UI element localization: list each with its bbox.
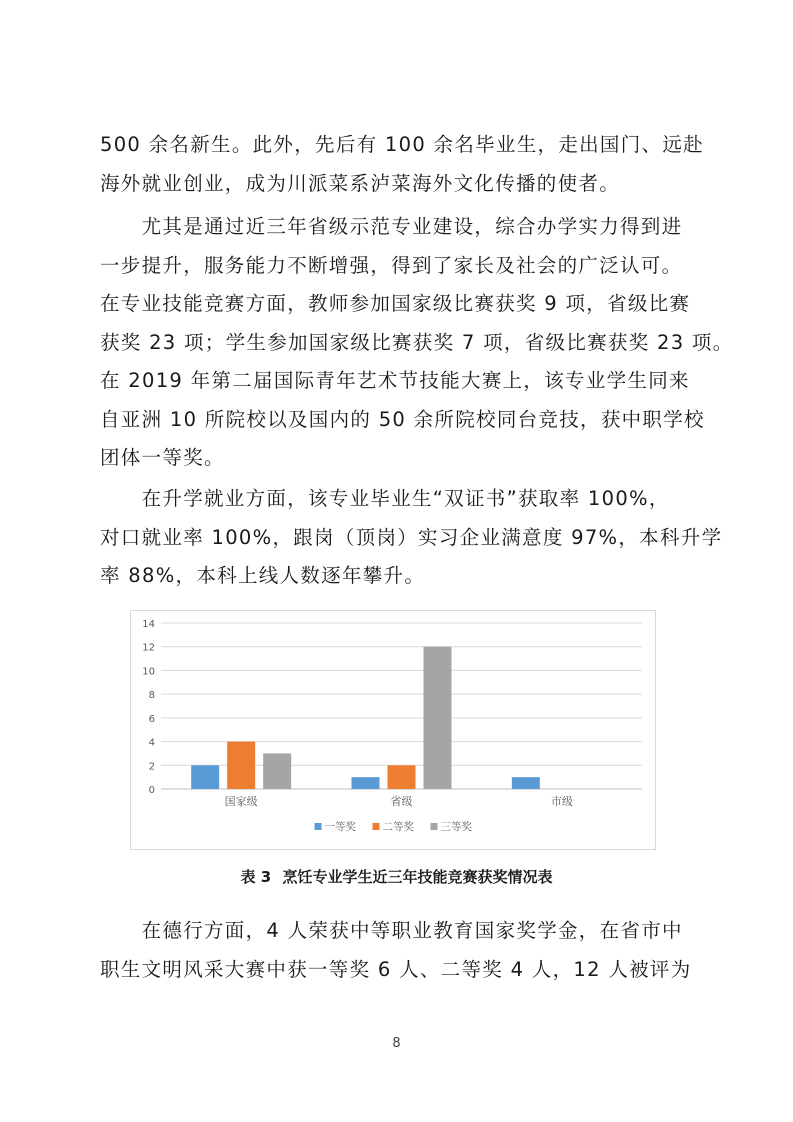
bar [352,777,380,789]
bar [191,765,219,789]
caption-label: 表 3 [240,868,272,886]
paragraph-4 [100,912,690,989]
caption-text: 烹饪专业学生近三年技能竞赛获奖情况表 [282,868,553,886]
legend-label: 三等奖 [440,821,472,833]
page-number: 8 [392,1036,401,1051]
text-line: 团体一等奖。 [100,446,225,469]
text-line: 在专业技能竞赛方面，教师参加国家级比赛获奖 9 项，省级比赛 [100,292,691,315]
text-line: 海外就业创业，成为川派菜系泸菜海外文化传播的使者。 [100,171,621,195]
y-tick-label: 0 [148,785,155,796]
x-tick-label: 市级 [550,795,573,808]
bar [424,647,452,789]
legend-swatch [431,823,438,830]
text-line: 对口就业率 100%，跟岗（顶岗）实习企业满意度 97%，本科升学 [100,525,723,549]
text-line: 尤其是通过近三年省级示范专业建设，综合办学实力得到进 [100,215,683,238]
y-tick-label: 12 [142,642,155,654]
legend-swatch [373,823,380,830]
text-line: 一步提升，服务能力不断增强，得到了家长及社会的广泛认可。 [100,253,683,277]
legend-swatch [315,823,322,830]
paragraph-1 [100,126,704,203]
text-line: 获奖 23 项；学生参加国家级比赛获奖 7 项，省级比赛获奖 23 项。 [100,330,734,354]
text-line: 率 88%，本科上线人数逐年攀升。 [100,564,426,587]
text-line: 在德行方面，4 人荣获中等职业教育国家奖学金，在省市中 [100,919,683,942]
legend-label: 二等奖 [382,821,414,833]
chart-svg [131,611,655,849]
bar [263,753,291,789]
text-line: 500 余名新生。此外，先后有 100 余名毕业生，走出国门、远赴 [100,133,704,156]
paragraph-2 [100,208,734,478]
award-bar-chart [130,610,656,850]
y-tick-label: 2 [148,761,155,773]
text-line: 职生文明风采大赛中获一等奖 6 人、二等奖 4 人，12 人被评为 [100,957,692,981]
y-tick-label: 4 [148,737,155,749]
bar [512,777,540,789]
text-line: 在 2019 年第二届国际青年艺术节技能大赛上，该专业学生同来 [100,369,690,392]
paragraph-3 [100,480,723,596]
bar [388,765,416,789]
text-line: 自亚洲 10 所院校以及国内的 50 余所院校同台竞技，获中职学校 [100,407,705,431]
x-tick-label: 国家级 [224,795,258,808]
x-tick-label: 省级 [390,795,413,808]
y-tick-label: 10 [142,666,155,678]
y-tick-label: 8 [148,690,155,702]
text-line: 在升学就业方面，该专业毕业生“双证书”获取率 100%， [100,487,670,510]
chart-caption [0,866,793,887]
legend-label: 一等奖 [324,821,356,833]
y-tick-label: 14 [142,619,155,630]
y-tick-label: 6 [148,713,155,725]
bar [227,742,255,789]
